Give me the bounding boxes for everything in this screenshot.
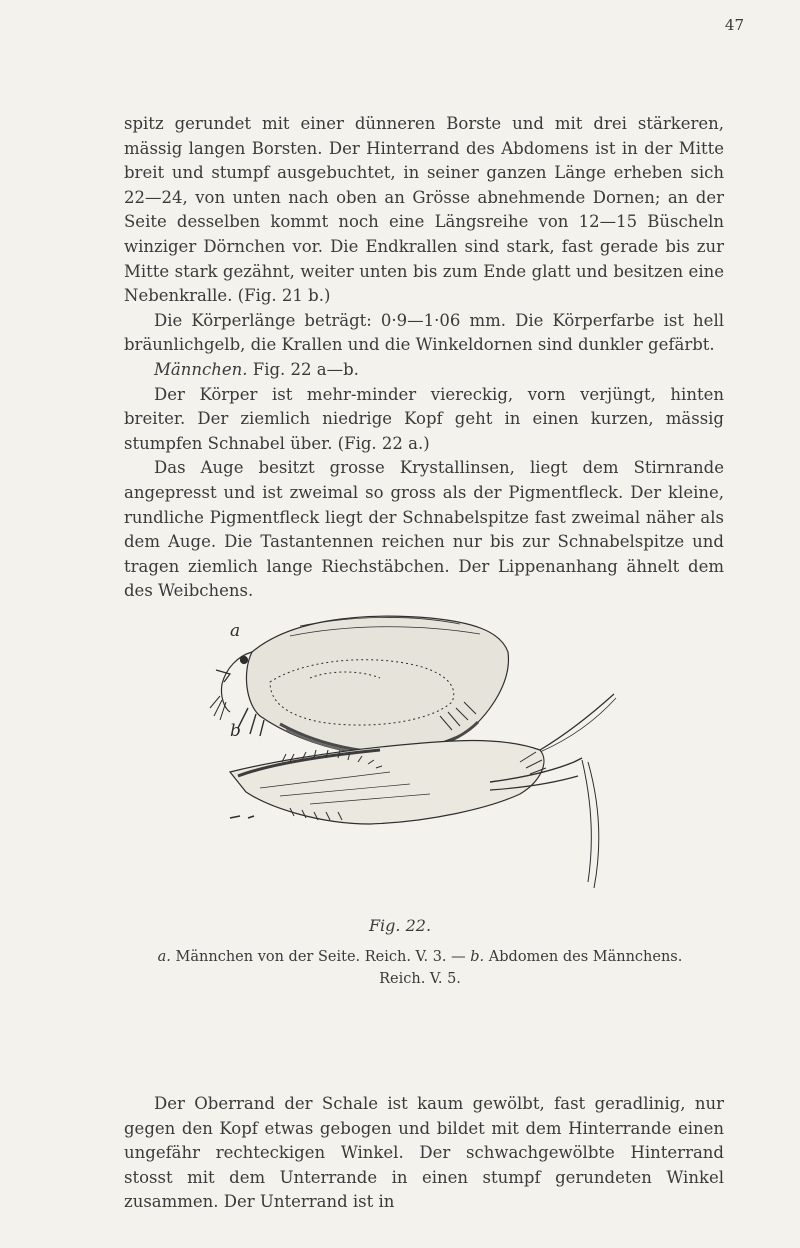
caption-letter-b: b. [470,949,485,965]
figure-label-a: a [230,621,241,641]
caption-text-a: Männchen von der Seite. Reich. V. 3. — [170,949,471,965]
paragraph: Das Auge besitzt grosse Krystallinsen, liegt dem Stirnrande angepresst und ist zweimal so gross als der Pigmentfleck. Der kleine, rundliche Pigmentfleck liegt der Schnabelspitze fast zweimal näher als dem Auge. Die Tastantennen reichen nur bis zur Schnabelspitze und tragen ziemlich lange Riechstäbchen. Der Lippenanhang ähnelt dem des Weibchens. [124,458,724,601]
paragraph: Der Oberrand der Schale ist kaum gewölbt, fast geradlinig, nur gegen den Kopf etwas gebogen und bildet mit dem Hinterrande einen ungefähr rechteckigen Winkel. Der schwachgewölbte Hinterrand stosst mit dem Unterrande in einen stumpf gerundeten Winkel zusammen. Der Unterrand ist in [124,1094,724,1212]
section-heading-ref: Fig. 22 a—b. [247,359,359,379]
section-heading-italic: Männchen. [154,359,248,379]
section-heading [124,358,724,383]
figure-caption [150,946,690,990]
paragraph: Der Körper ist mehr-minder viereckig, vorn verjüngt, hinten breiter. Der ziemlich niedrige Kopf geht in einen kurzen, mässig stumpfen Schnabel über. (Fig. 22 a.) [124,384,724,453]
body-text-top [124,112,724,604]
figure-22-illustration [190,612,630,912]
eye-dot [241,657,248,664]
caption-text-b: Abdomen des Männchens. Reich. V. 5. [379,949,683,987]
body-text-bottom [124,1092,724,1215]
paragraph: Die Körperlänge beträgt: 0·9—1·06 mm. Die Körperfarbe ist hell bräunlichgelb, die Krallen und die Winkeldornen sind dunkler gefärbt. [124,310,724,355]
figure-label-b: b [230,721,241,741]
paragraph: spitz gerundet mit einer dünneren Borste und mit drei stärkeren, mässig langen Borsten. Der Hinterrand des Abdomens ist in der Mitte breit und stumpf ausgebuchtet, in seiner ganzen Länge erheben sich 22—24, von unten nach oben an Grösse abnehmende Dornen; an der Seite desselben kommt noch eine Längsreihe von 12—15 Büscheln winziger Dörnchen vor. Die Endkrallen sind stark, fast gerade bis zur Mitte stark gezähnt, weiter unten bis zum Ende glatt und besitzen eine Nebenkralle. (Fig. 21 b.) [124,114,724,306]
page-number: 47 [724,16,744,34]
figure-title: Fig. 22. [368,916,432,935]
caption-letter-a: a. [157,949,171,965]
